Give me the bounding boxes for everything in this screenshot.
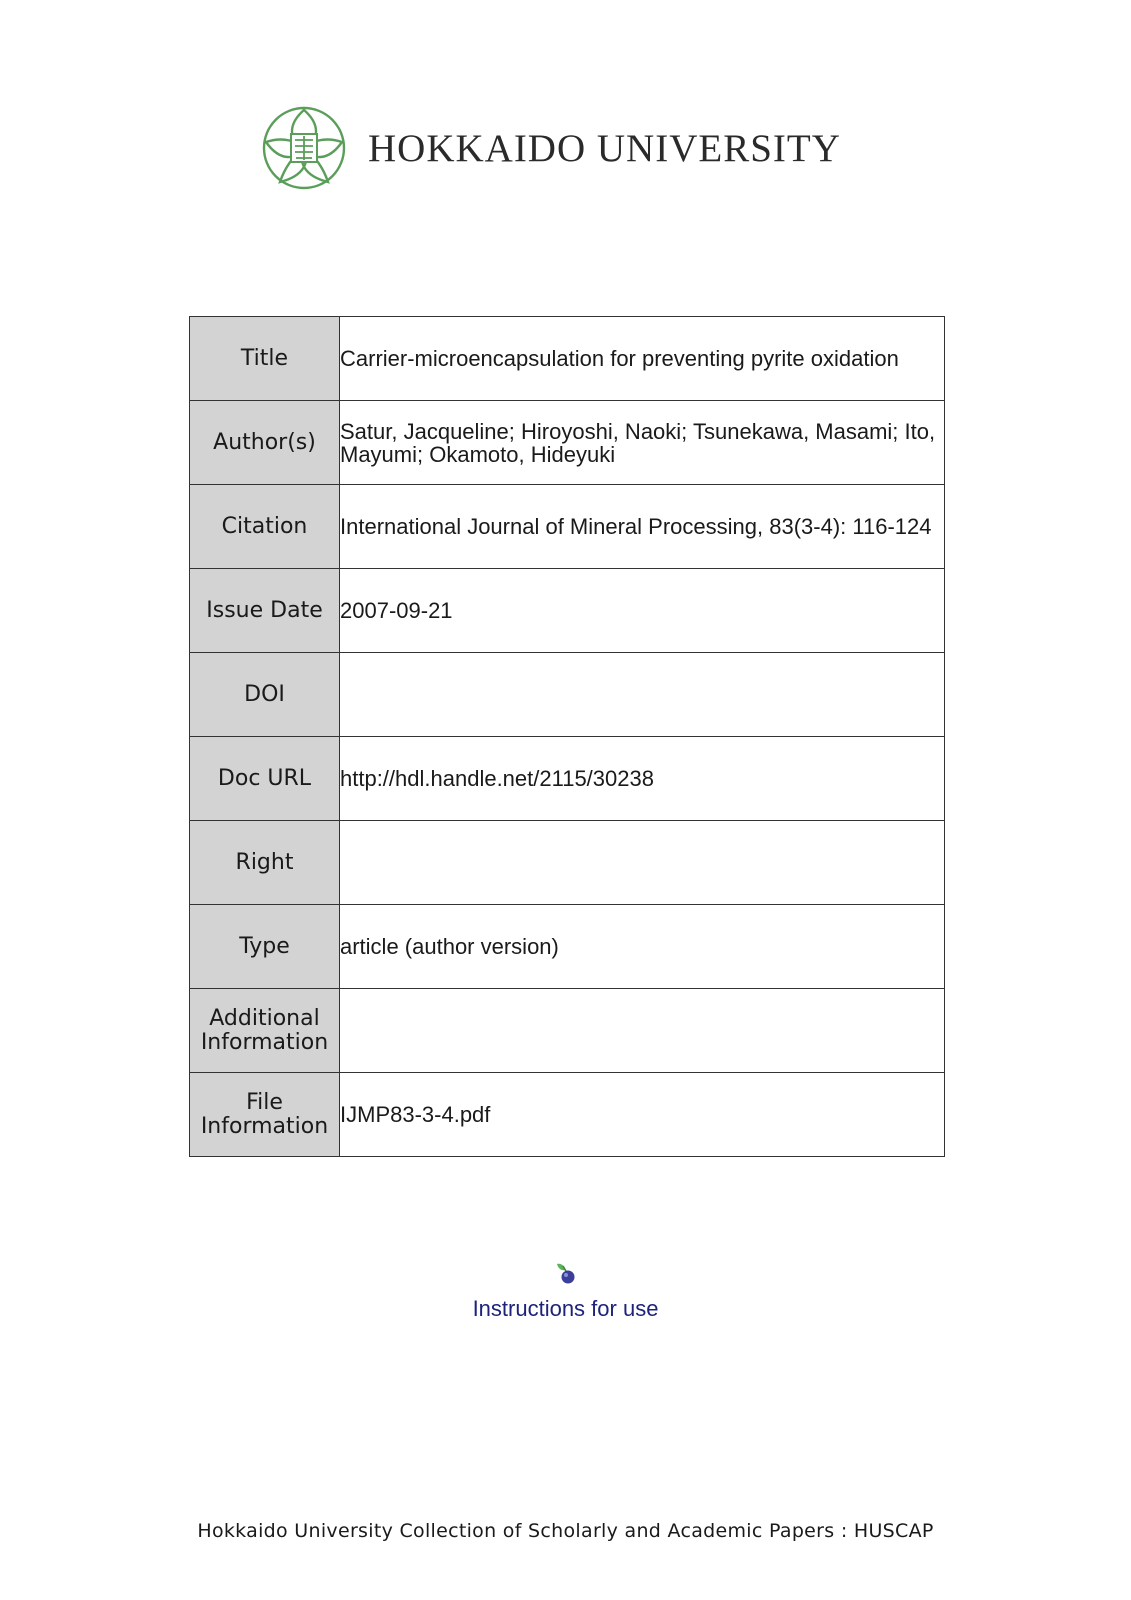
metadata-label: DOI (190, 653, 340, 737)
metadata-label: Author(s) (190, 401, 340, 485)
metadata-value (340, 821, 945, 905)
metadata-label: Citation (190, 485, 340, 569)
university-emblem-icon (258, 102, 350, 194)
metadata-value[interactable]: http://hdl.handle.net/2115/30238 (340, 737, 945, 821)
metadata-row (190, 821, 945, 905)
metadata-label: File Information (190, 1073, 340, 1157)
metadata-value: International Journal of Mineral Processing, 83(3-4): 116-124 (340, 485, 945, 569)
instructions-link[interactable]: Instructions for use (472, 1296, 659, 1321)
university-logo (258, 100, 878, 196)
metadata-row (190, 737, 945, 821)
metadata-value: Carrier-microencapsulation for preventing pyrite oxidation (340, 317, 945, 401)
metadata-label: Doc URL (190, 737, 340, 821)
metadata-row (190, 653, 945, 737)
metadata-row (190, 569, 945, 653)
university-name: HOKKAIDO UNIVERSITY (368, 126, 841, 170)
metadata-value: IJMP83-3-4.pdf (340, 1073, 945, 1157)
metadata-row (190, 401, 945, 485)
metadata-value: 2007-09-21 (340, 569, 945, 653)
metadata-row (190, 989, 945, 1073)
metadata-label: Additional Information (190, 989, 340, 1073)
metadata-label: Issue Date (190, 569, 340, 653)
metadata-value (340, 989, 945, 1073)
metadata-label: Type (190, 905, 340, 989)
metadata-label: Right (190, 821, 340, 905)
footer-text: Hokkaido University Collection of Scholarly and Academic Papers : HUSCAP (197, 1520, 934, 1542)
metadata-row (190, 1073, 945, 1157)
instructions-section (0, 1262, 1131, 1322)
metadata-row (190, 905, 945, 989)
metadata-value: Satur, Jacqueline; Hiroyoshi, Naoki; Tsunekawa, Masami; Ito, Mayumi; Okamoto, Hideyuki (340, 401, 945, 485)
metadata-label: Title (190, 317, 340, 401)
metadata-row (190, 317, 945, 401)
metadata-value: article (author version) (340, 905, 945, 989)
metadata-table (189, 316, 945, 1157)
metadata-row (190, 485, 945, 569)
metadata-value (340, 653, 945, 737)
grape-icon (552, 1262, 580, 1286)
